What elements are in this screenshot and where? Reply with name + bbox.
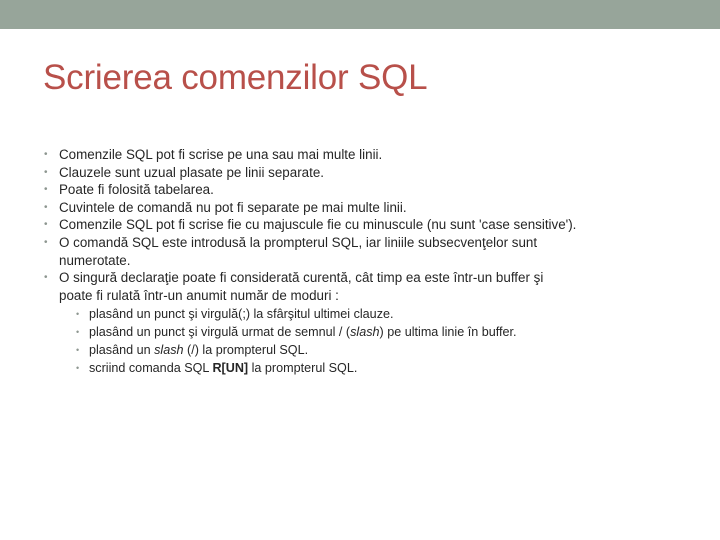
bullet-icon: • xyxy=(76,327,80,338)
sub-bullet-text: la prompterul SQL. xyxy=(248,360,358,375)
sub-bullet-text: (/) la prompterul SQL. xyxy=(183,342,309,357)
bullet-text: Clauzele sunt uzual plasate pe linii separate. xyxy=(59,164,325,180)
bullet-item xyxy=(44,199,684,217)
bullet-text: Comenzile SQL pot fi scrise pe una sau mai multe linii. xyxy=(59,147,383,162)
italic-term: slash xyxy=(154,342,184,357)
bullet-text: Comenzile SQL pot fi scrise fie cu majuscule fie cu minuscule (nu sunt 'case sensitive'). xyxy=(59,217,577,233)
sub-bullet-item xyxy=(76,324,701,342)
bullet-text-line: poate fi rulată într-un anumit număr de moduri : xyxy=(59,287,339,303)
bullet-text: Cuvintele de comandă nu pot fi separate pe mai multe linii. xyxy=(59,199,407,215)
bullet-item xyxy=(44,216,684,234)
sub-bullet-item xyxy=(76,342,701,360)
bullet-text: Poate fi folosită tabelarea. xyxy=(59,182,214,198)
bullet-icon: • xyxy=(44,201,48,213)
bullet-text-line: O singură declaraţie poate fi considerată curentă, cât timp ea este într-un buffer şi xyxy=(59,270,544,286)
sub-bullet-text: plasând un xyxy=(89,342,155,357)
sub-bullet-text: plasând un punct şi virgulă(;) la sfârşitul ultimei clauze. xyxy=(89,307,394,322)
bullet-icon: • xyxy=(76,362,80,373)
bullet-icon: • xyxy=(44,236,48,248)
bullet-icon: • xyxy=(44,149,48,160)
bullet-item xyxy=(44,181,684,199)
bullet-item xyxy=(44,146,684,164)
bullet-icon: • xyxy=(76,344,80,355)
bullet-item xyxy=(44,269,684,377)
bullet-item xyxy=(44,164,684,182)
sub-bullet-text: scriind comanda SQL xyxy=(89,360,213,375)
sub-bullet-item xyxy=(76,306,701,324)
bullet-icon: • xyxy=(44,272,48,284)
sub-bullet-item xyxy=(76,360,701,378)
top-bar xyxy=(0,0,720,29)
sub-bullet-text: ) pe ultima linie în buffer. xyxy=(379,325,517,340)
sub-bullet-list xyxy=(76,306,701,377)
bullet-item xyxy=(44,234,684,269)
italic-term: slash xyxy=(350,325,380,340)
bullet-icon: • xyxy=(76,309,80,320)
bullet-list xyxy=(44,146,684,378)
bullet-text-line: numerotate. xyxy=(59,252,131,268)
bullet-icon: • xyxy=(44,184,48,196)
bold-command: R[UN] xyxy=(212,360,249,375)
sub-bullet-text: plasând un punct şi virgulă urmat de semnul / ( xyxy=(89,325,351,340)
bullet-icon: • xyxy=(44,166,48,178)
slide-title: Scrierea comenzilor SQL xyxy=(43,58,428,97)
bullet-icon: • xyxy=(44,219,48,231)
bullet-text-line: O comandă SQL este introdusă la prompterul SQL, iar liniile subsecvenţelor sunt xyxy=(59,234,538,250)
